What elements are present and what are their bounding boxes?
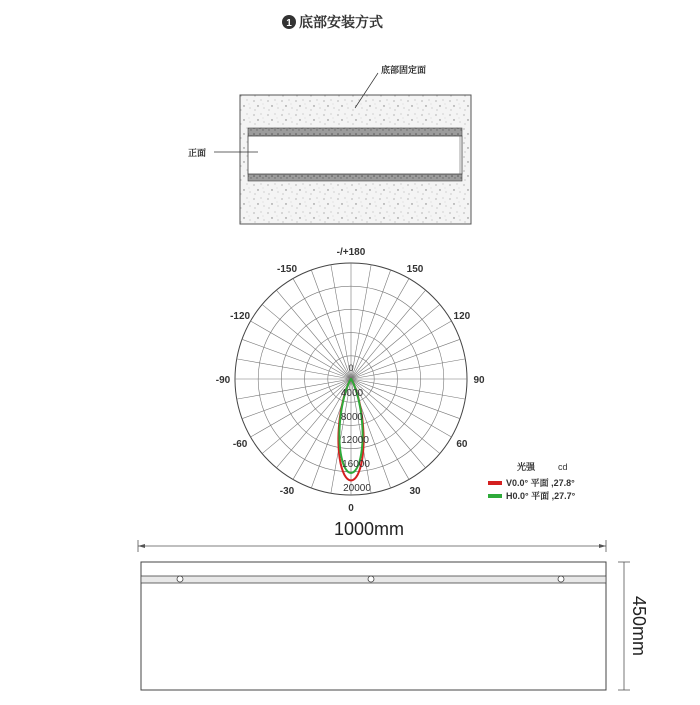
radial-label-20000: 20000	[343, 483, 371, 494]
legend-swatch-v	[488, 481, 502, 485]
angle-label: 60	[456, 439, 468, 450]
section-header	[282, 14, 383, 30]
angle-label: 120	[453, 311, 471, 322]
legend-unit: cd	[558, 462, 568, 472]
section-title: 底部安装方式	[299, 14, 383, 30]
legend-entry-h: H0.0° 平面 ,27.7°	[506, 491, 576, 501]
polar-chart	[216, 247, 485, 514]
radial-label-8000: 8000	[340, 412, 364, 423]
angle-label: -60	[232, 439, 248, 450]
chart-legend	[488, 461, 576, 501]
screw-hole-right	[558, 576, 564, 582]
center-label: 0	[348, 363, 354, 373]
angle-label: 30	[409, 485, 421, 497]
width-dimension-label: 1000mm	[333, 519, 405, 539]
radial-label-4000: 4000	[340, 388, 364, 399]
legend-title: 光强	[517, 462, 536, 472]
upper-rail	[248, 128, 462, 136]
label-front: 正面	[188, 148, 207, 158]
angle-label: 150	[406, 264, 424, 276]
fixture-body	[248, 136, 462, 174]
legend-entry-v: V0.0° 平面 ,27.8°	[506, 478, 575, 488]
mounting-diagram	[188, 64, 471, 224]
legend-swatch-h	[488, 494, 502, 498]
screw-hole-left	[177, 576, 183, 582]
angle-label: -30	[279, 485, 295, 497]
screw-hole-center	[368, 576, 374, 582]
angle-label: -90	[215, 375, 231, 386]
label-bottom-surface: 底部固定面	[381, 65, 427, 75]
angle-label: 90	[473, 375, 485, 386]
angle-label: -120	[230, 311, 251, 322]
front-elevation	[138, 519, 649, 690]
radial-label-12000: 12000	[341, 435, 369, 446]
lower-rail	[248, 174, 462, 181]
angle-label: -150	[276, 264, 298, 276]
angle-label: -/+180	[336, 247, 366, 258]
angle-label: 0	[348, 503, 354, 514]
step-number: 1	[286, 18, 292, 29]
radial-label-16000: 16000	[342, 459, 370, 470]
height-dimension-label: 450mm	[629, 595, 649, 657]
